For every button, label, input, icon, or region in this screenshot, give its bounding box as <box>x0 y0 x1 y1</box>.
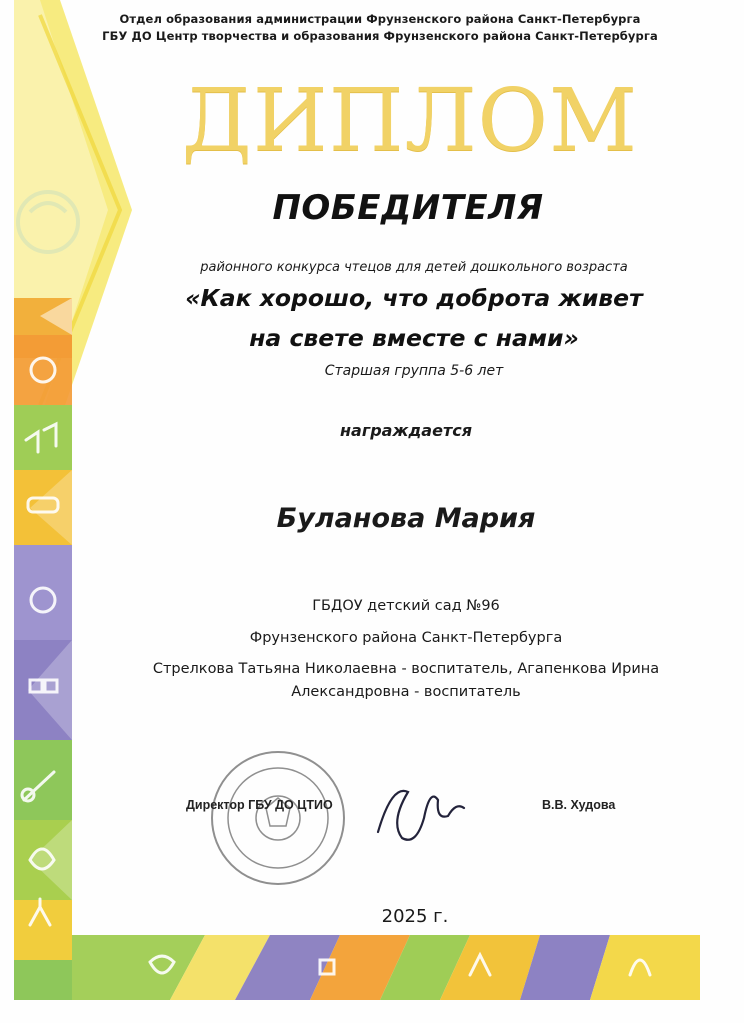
issue-year: 2025 г. <box>381 906 449 927</box>
signatory-position: Директор ГБУ ДО ЦТИО <box>186 798 333 812</box>
issuer-line-2: ГБУ ДО Центр творчества и образования Фрунзенского района Санкт-Петербурга <box>102 29 658 43</box>
diploma-title: ДИПЛОМ <box>181 71 639 171</box>
diploma-subtitle: ПОБЕДИТЕЛЯ <box>272 188 544 228</box>
signature-scribble <box>378 791 464 840</box>
teachers-line-2: Александровна - воспитатель <box>291 684 521 700</box>
seal-stamp <box>212 752 344 884</box>
contest-name-line-1: «Как хорошо, что доброта живет <box>185 284 643 312</box>
organization-line-1: ГБДОУ детский сад №96 <box>312 598 500 614</box>
awarded-label: награждается <box>340 421 472 440</box>
organization-line-2: Фрунзенского района Санкт-Петербурга <box>249 630 563 646</box>
contest-intro: районного конкурса чтецов для детей дошкольного возраста <box>200 260 628 275</box>
age-group: Старшая группа 5-6 лет <box>324 363 504 379</box>
teachers-line-1: Стрелкова Татьяна Николаевна - воспитатель, Агапенкова Ирина <box>152 661 660 677</box>
recipient-name: Буланова Мария <box>276 503 536 534</box>
signatory-name: В.В. Худова <box>542 798 616 812</box>
issuer-line-1: Отдел образования администрации Фрунзенского района Санкт-Петербурга <box>119 12 641 26</box>
contest-name-line-2: на свете вместе с нами» <box>249 324 579 352</box>
